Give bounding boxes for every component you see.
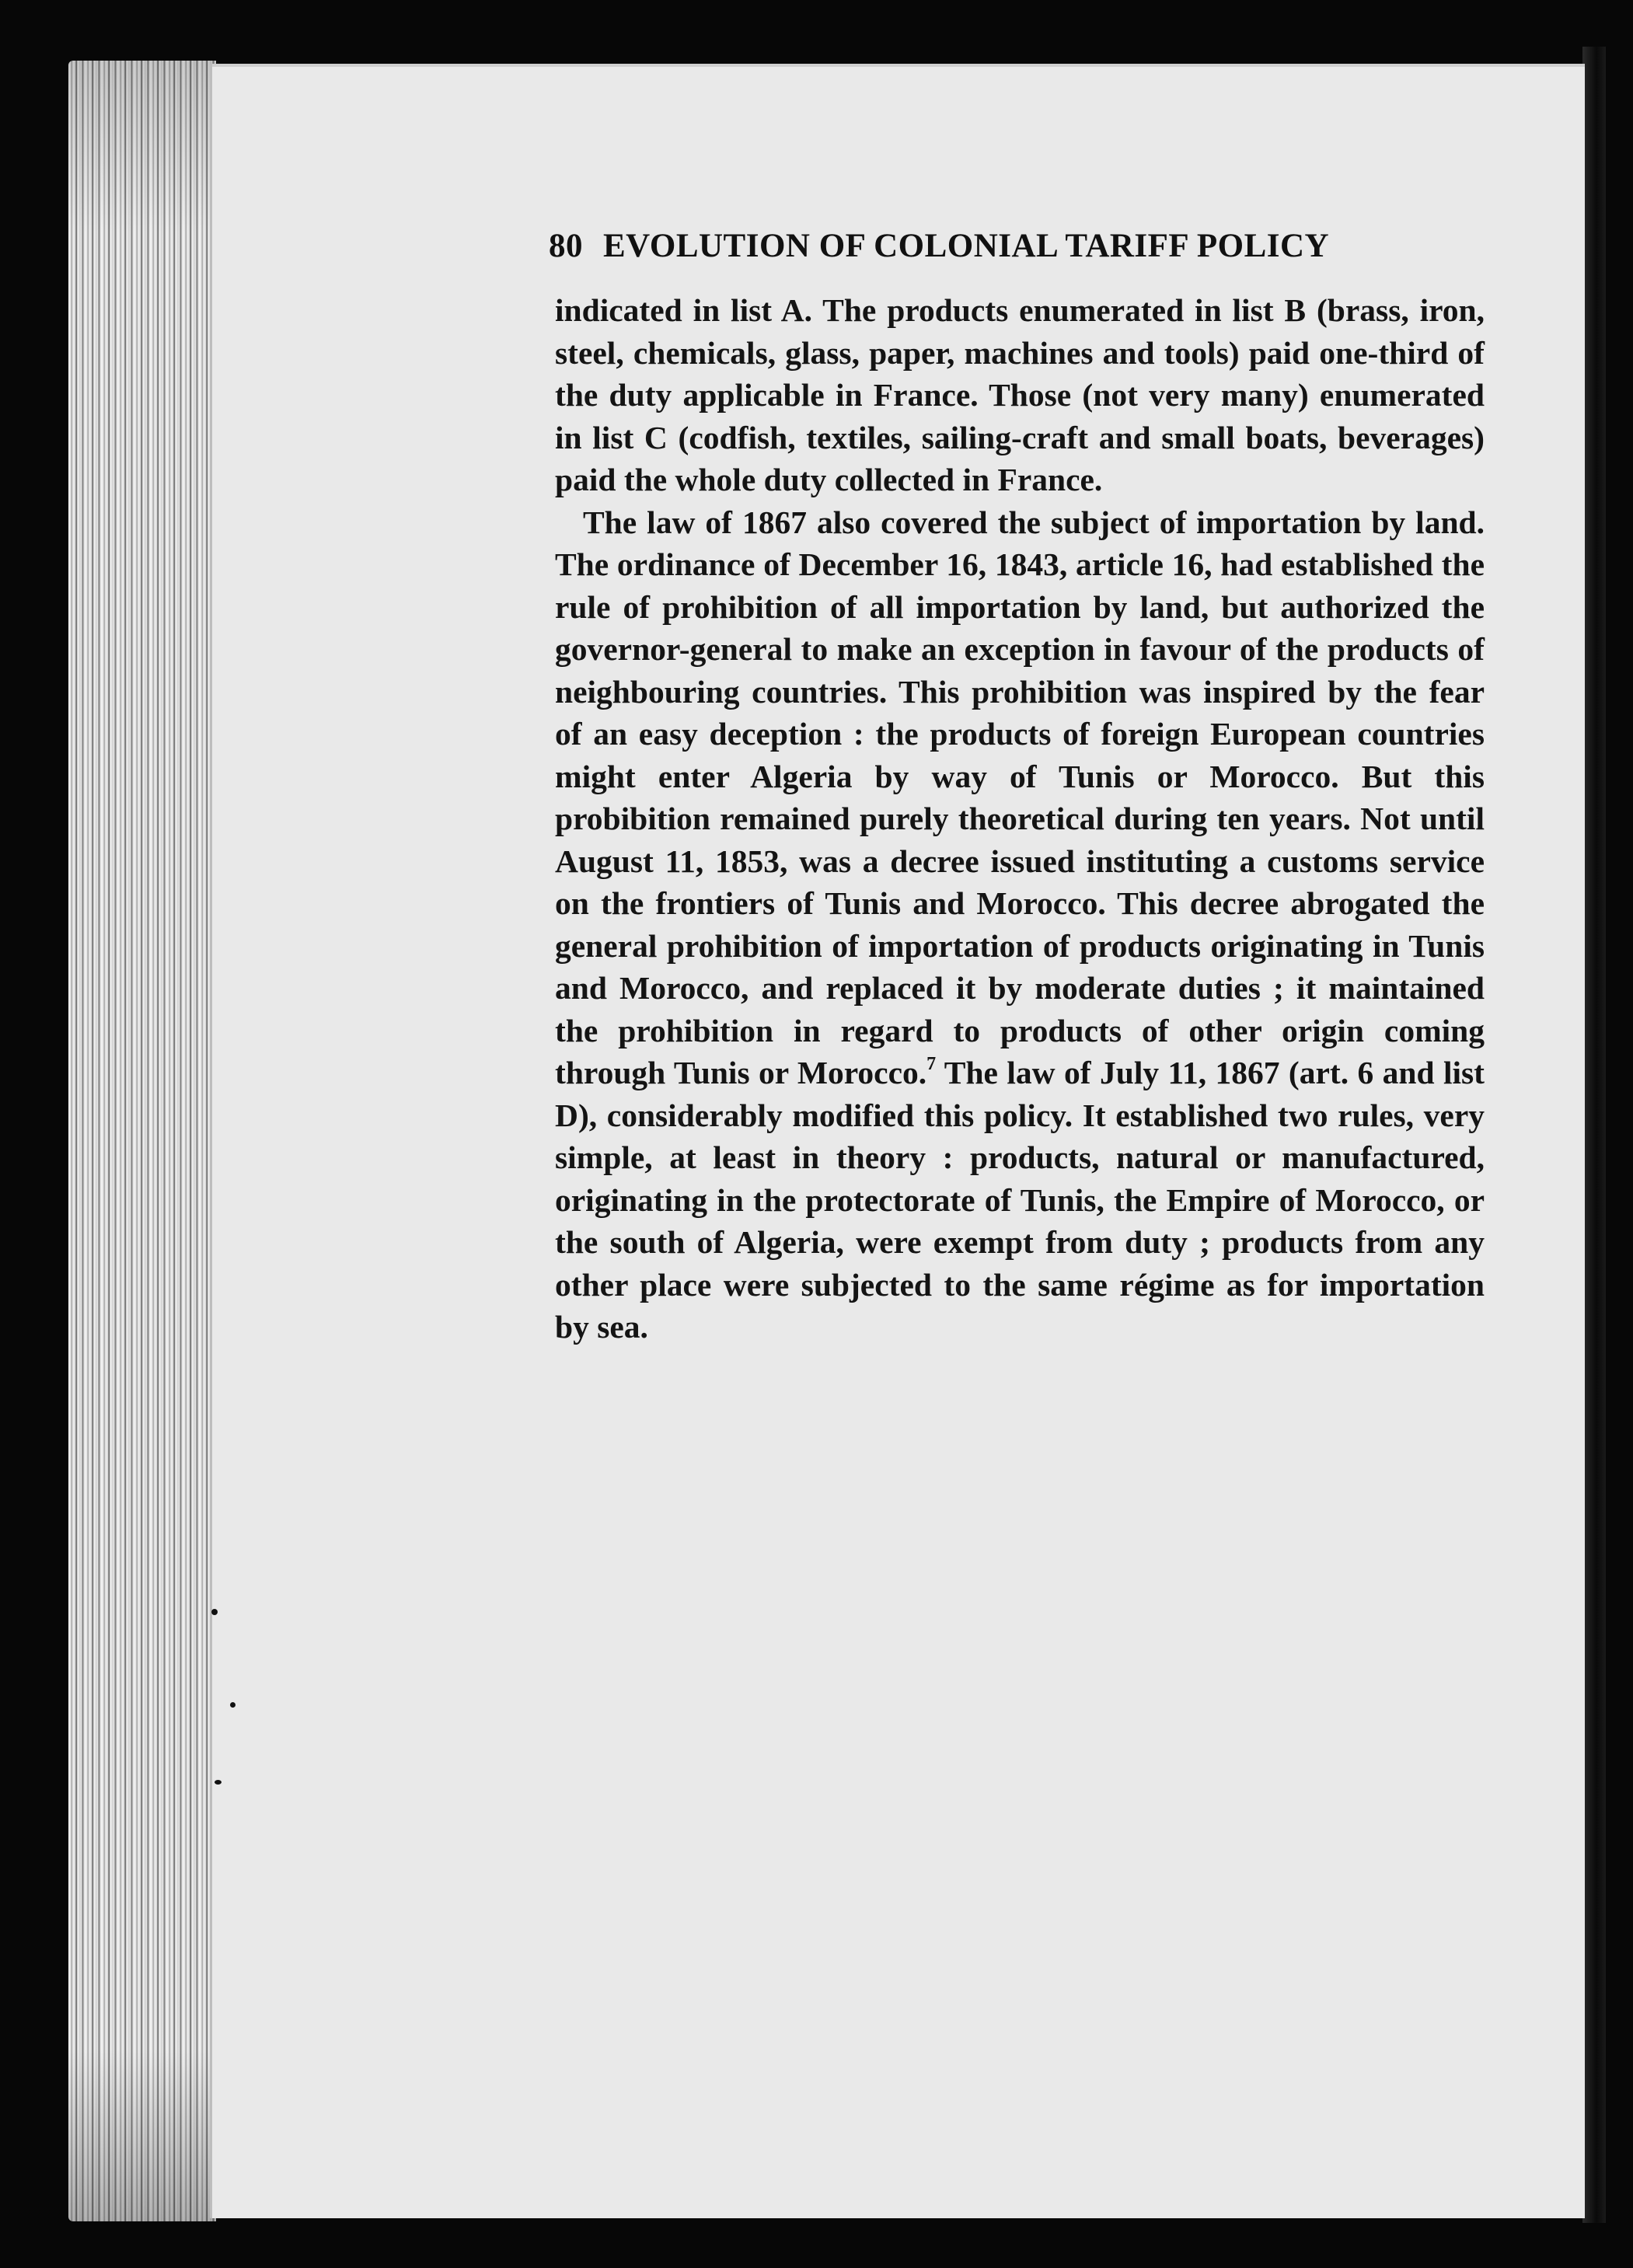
- paragraph-2: [555, 501, 1485, 1349]
- scan-speck: [211, 1609, 218, 1615]
- page-number: 80: [549, 228, 583, 264]
- book-page-edges: [68, 61, 216, 2221]
- running-head-title: EVOLUTION OF COLONIAL TARIFF POLICY: [603, 228, 1330, 264]
- body-text: [555, 289, 1485, 1349]
- paragraph-2-continuation: The law of July 11, 1867 (art. 6 and list D), considerably modified this policy. It established two rules, very simple, at least in theory : products, natural or manufactured, originating in the protectorate of Tunis, the Empire of Morocco, or the south of Algeria, were exempt from duty ; products from any other place were subjected to the same régime as for importation by sea.: [555, 1055, 1485, 1345]
- scan-speck: [215, 1780, 222, 1785]
- running-head: [549, 227, 1427, 265]
- scan-speck: [230, 1702, 236, 1708]
- footnote-reference: 7: [926, 1054, 937, 1074]
- paragraph-1: indicated in list A. The products enumerated in list B (brass, iron, steel, chemicals, glass, paper, machines and tools) paid one-third of the duty applicable in France. Those (not very many) enumerated in list C (codfish, textiles, sailing-craft and small boats, beverages) paid the whole duty collected in France.: [555, 292, 1485, 497]
- book-right-edge: [1582, 47, 1606, 2223]
- paragraph-2-text: The law of 1867 also covered the subject of importation by land. The ordinance of December 16, 1843, article 16, had established the rule of prohibition of all importation by land, but authorized the governor-general to make an exception in favour of the products of neighbouring countries. This prohibition was inspired by the fear of an easy deception : the products of foreign European countries might enter Algeria by way of Tunis or Morocco. But this probibition remained purely theoretical during ten years. Not until August 11, 1853, was a decree issued instituting a customs service on the frontiers of Tunis and Morocco. This decree abrogated the general prohibition of importation of products originating in Tunis and Morocco, and replaced it by moderate duties ; it maintained the prohibition in regard to products of other origin coming through Tunis or Morocco.: [555, 504, 1485, 1090]
